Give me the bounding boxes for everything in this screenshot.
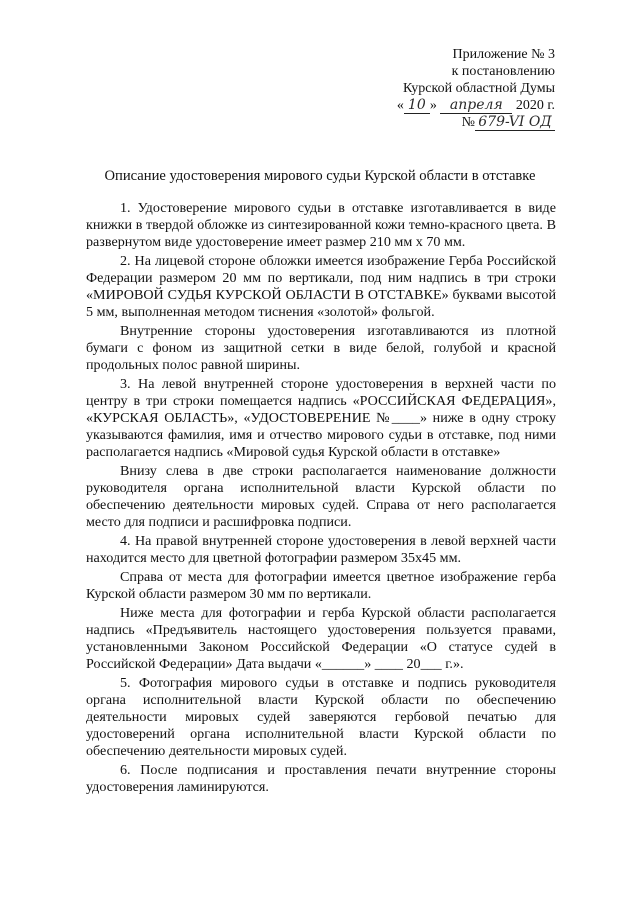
- paragraph-6: 4. На правой внутренней стороне удостоверения в левой верхней части находится место для цветной фотографии размером 35х45 мм.: [86, 533, 556, 566]
- paragraph-9: 5. Фотография мирового судьи в отставке и подпись руководителя органа исполнительной власти Курской области по обеспечению деятельности мировых судей заверяются гербовой печатью для удостоверений органа исполнительной власти Курской области по обеспечению деятельности мировых судей.: [86, 675, 556, 759]
- date-open-quote: «: [396, 98, 404, 113]
- paragraph-2: 2. На лицевой стороне обложки имеется изображение Герба Российской Федерации размером 20 мм по вертикали, под ним надпись в три строки «МИРОВОЙ СУДЬЯ КУРСКОЙ ОБЛАСТИ В ОТСТАВКЕ» буквами высотой 5 мм, выполненная методом тиснения «золотой» фольгой.: [86, 253, 556, 320]
- document-body: [86, 200, 556, 798]
- paragraph-4: 3. На левой внутренней стороне удостоверения в верхней части по центру в три строки помещается надпись «РОССИЙСКАЯ ФЕДЕРАЦИЯ», «КУРСКАЯ ОБЛАСТЬ», «УДОСТОВЕРЕНИЕ №____» ниже в одну строку указываются фамилия, имя и отчество мирового судьи в отставке, под ними располагается надпись «Мировой судья Курской области в отставке»: [86, 376, 556, 460]
- paragraph-10: 6. После подписания и проставления печати внутренние стороны удостоверения ламинируются.: [86, 762, 556, 795]
- date-close-quote: »: [429, 98, 437, 113]
- handwritten-month: апреля: [440, 98, 512, 114]
- paragraph-8: Ниже места для фотографии и герба Курской области располагается надпись «Предъявитель настоящего удостоверения пользуется правами, установленными Законом Российской Федерации «О статусе судей в Российской Федерации» Дата выдачи «______» ____ 20___ г.».: [86, 605, 556, 672]
- paragraph-5: Внизу слева в две строки располагается наименование должности руководителя органа исполнительной власти Курской области по обеспечению деятельности мировых судей. Справа от него располагается место для подписи и расшифровка подписи.: [86, 463, 556, 530]
- paragraph-1: 1. Удостоверение мирового судьи в отставке изготавливается в виде книжки в твердой обложке из синтезированной кожи темно-красного цвета. В развернутом виде удостоверение имеет размер 210 мм х 70 мм.: [86, 200, 556, 250]
- annex-number-line: [335, 114, 555, 131]
- annex-line-2: к постановлению: [451, 64, 555, 79]
- annex-line-1: Приложение № 3: [452, 47, 555, 62]
- annex-date-line: [335, 97, 555, 114]
- annex-line-3: Курской областной Думы: [402, 81, 555, 96]
- handwritten-number: 679-VI ОД: [475, 115, 555, 131]
- number-sign: №: [461, 115, 475, 130]
- annex-header: [335, 46, 555, 131]
- paragraph-3: Внутренние стороны удостоверения изготавливаются из плотной бумаги с фоном из защитной сетки в виде белой, голубой и красной продольных полос равной ширины.: [86, 323, 556, 373]
- handwritten-day: 10: [404, 98, 430, 114]
- date-year: 2020 г.: [515, 98, 555, 113]
- document-title: Описание удостоверения мирового судьи Курской области в отставке: [104, 168, 536, 184]
- paragraph-7: Справа от места для фотографии имеется цветное изображение герба Курской области размером 30 мм по вертикали.: [86, 569, 556, 602]
